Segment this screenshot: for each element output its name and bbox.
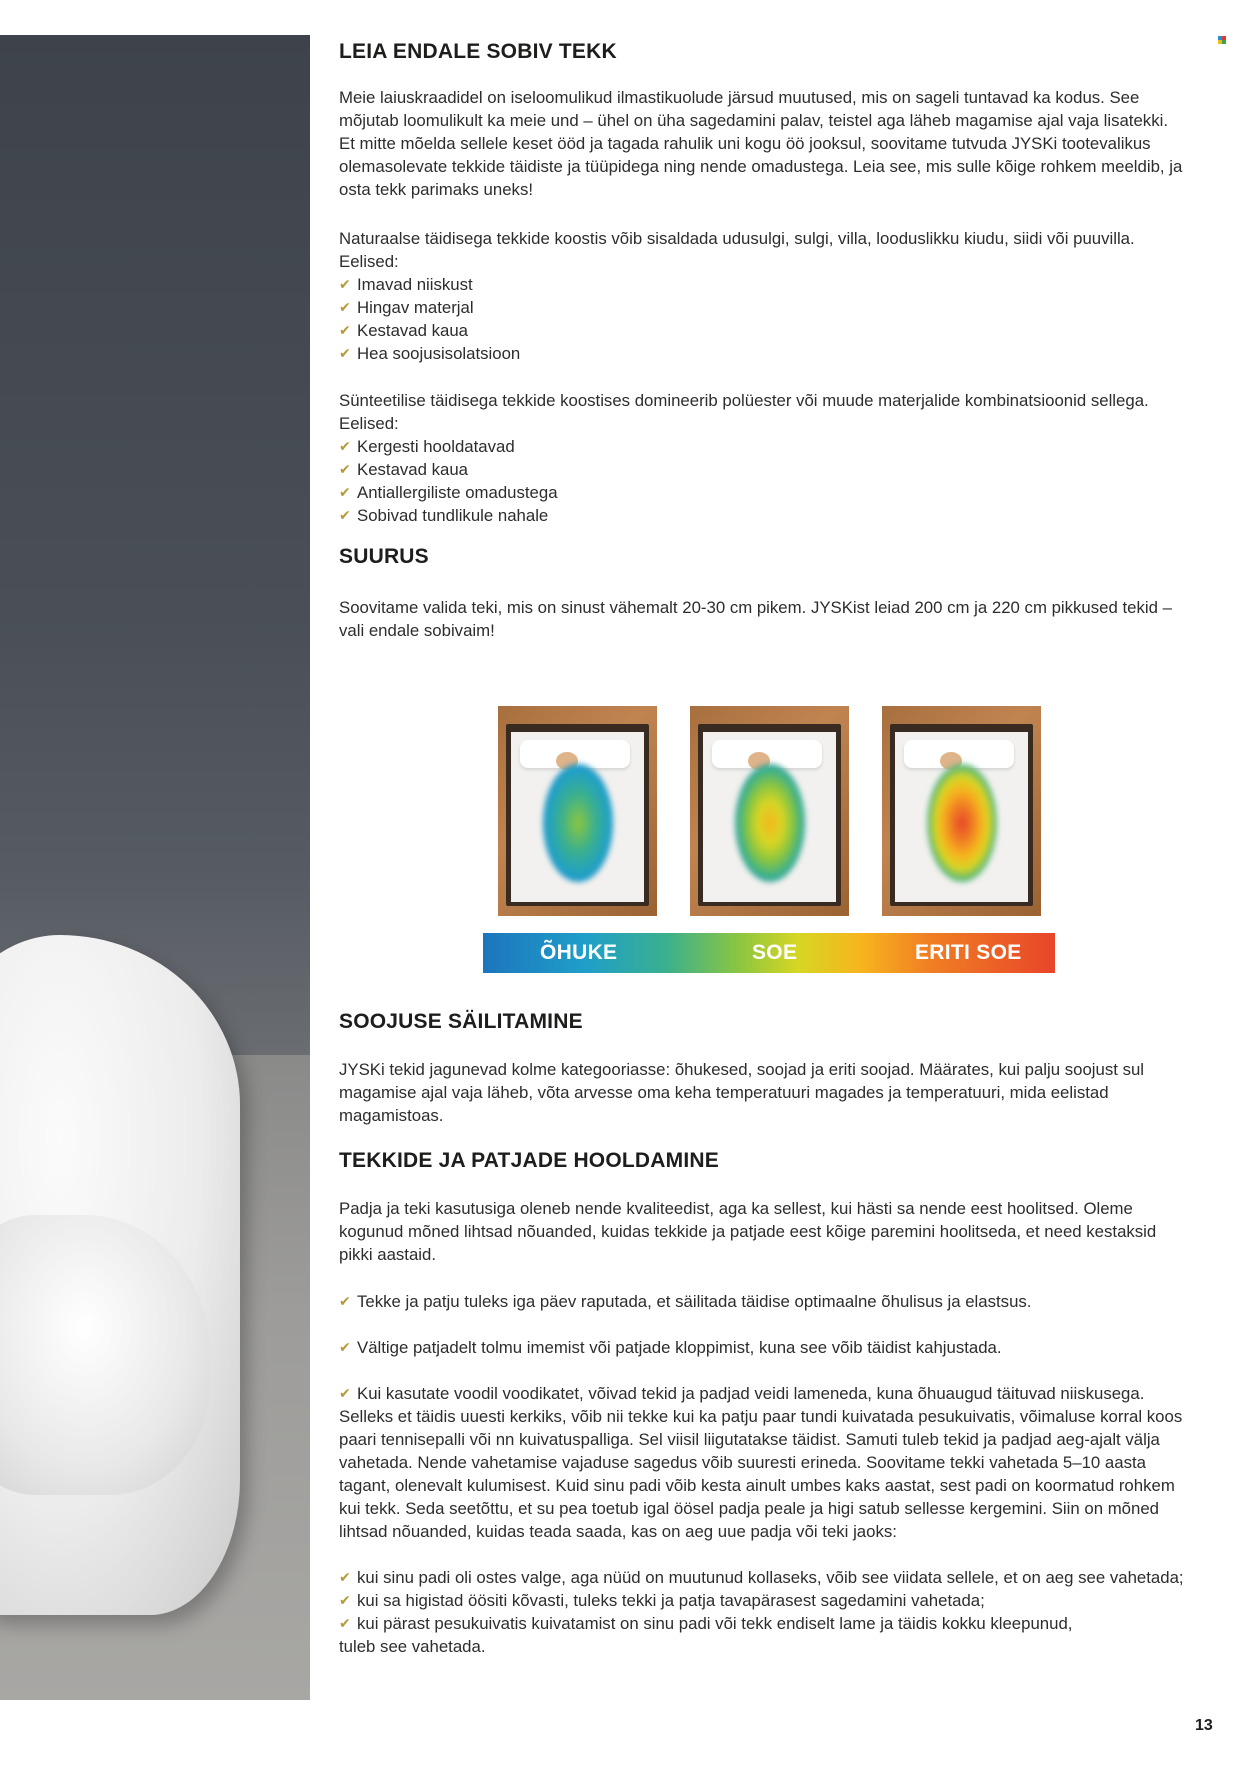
page-number: 13 xyxy=(1195,1717,1213,1734)
natural-intro: Naturaalse täidisega tekkide koostis võib sisaldada udusulgi, sulgi, villa, looduslikku kiudu, siidi või puuvilla. xyxy=(339,229,1135,248)
list-item: ✔ Antiallergiliste omadustega xyxy=(339,483,558,502)
synthetic-paragraph xyxy=(339,389,1199,435)
intro-line: osta tekk parimaks uneks! xyxy=(339,180,534,199)
synthetic-advantages-list xyxy=(339,435,558,527)
check-icon: ✔ xyxy=(339,1615,351,1631)
list-item: ✔ Kergesti hooldatavad xyxy=(339,437,515,456)
check-icon: ✔ xyxy=(339,461,351,477)
natural-advantages-label: Eelised: xyxy=(339,252,399,271)
synthetic-intro: Sünteetilise täidisega tekkide koostises domineerib polüester või muude materjalide kombinatsioonid sellega. xyxy=(339,391,1149,410)
care-intro-paragraph: Padja ja teki kasutusiga oleneb nende kvaliteedist, aga ka sellest, kui hästi sa nende eest hoolitsed. Oleme kogunud mõned lihtsad nõuanded, kuidas tekkide ja patjade eest kõige paremini hoolitseda, et need kestaksid pikki aastaid. xyxy=(339,1199,1157,1264)
warmth-scale-bar xyxy=(483,933,1055,973)
warmth-label-extra-warm: ERITI SOE xyxy=(915,941,1022,964)
list-item: ✔ Sobivad tundlikule nahale xyxy=(339,506,549,525)
replace-signs-list xyxy=(339,1566,1184,1635)
check-icon: ✔ xyxy=(339,276,351,292)
intro-paragraph xyxy=(339,86,1199,201)
check-icon: ✔ xyxy=(339,1592,351,1608)
check-icon: ✔ xyxy=(339,507,351,523)
care-tip-3-continued: Selleks et täidis uuesti kerkiks, võib nii tekke kui ka patju paar tundi kuivatada pesukuivatis, võimaluse korral koos paari tennisepalli või nn kuivatuspalliga. Sel viisil liigutatakse täidist. Samuti tuleb tekid ja padjad aeg-ajalt välja vahetada. Nende vahetamise vajaduse sagedus võib suuresti erineda. Soovitame tekki vahetada 5–10 aasta tagant, olenevalt kulumisest. Kuid sinu padi võib kesta ainult umbes kaks aastat, sest padi on koormatud rohkem kui tekk. Seda seetõttu, et su pea toetub igal öösel padja peale ja higi satub sellesse kergemini. Siin on mõned lihtsad nõuanded, kuidas teada saada, kas on aeg uue padja või teki jaoks: xyxy=(339,1407,1183,1541)
check-icon: ✔ xyxy=(339,484,351,500)
natural-paragraph xyxy=(339,227,1199,273)
bed-image-extra-warm xyxy=(882,706,1041,916)
list-item: ✔ Tekke ja patju tuleks iga päev raputada, et säilitada täidise optimaalne õhulisus ja elastsus. xyxy=(339,1292,1032,1311)
check-icon: ✔ xyxy=(339,345,351,361)
check-icon: ✔ xyxy=(339,1385,351,1401)
check-icon: ✔ xyxy=(339,1339,351,1355)
check-icon: ✔ xyxy=(339,1293,351,1309)
warmth-paragraph: JYSKi tekid jagunevad kolme kategooriasse: õhukesed, soojad ja eriti soojad. Määrates, kui palju soojust sul magamise ajal vaja läheb, võta arvesse oma keha temperatuuri magades ja temperatuuri, mida eelistad magamistoas. xyxy=(339,1060,1145,1125)
warmth-illustrations xyxy=(498,706,1042,916)
intro-line: Et mitte mõelda sellele keset ööd ja tagada rahulik uni kogu öö jooksul, soovitame tutvuda JYSKi tootevalikus xyxy=(339,134,1151,153)
heat-map-warm xyxy=(735,764,805,882)
list-item: ✔ Imavad niiskust xyxy=(339,275,473,294)
bedding-photo xyxy=(0,35,310,1700)
size-paragraph: Soovitame valida teki, mis on sinust vähemalt 20-30 cm pikem. JYSKist leiad 200 cm ja 220 cm pikkused tekid – vali endale sobivaim! xyxy=(339,598,1172,640)
intro-line: mõjutab loomulikult ka meie und – ühel on üha sagedamini palav, teistel aga läheb magamise ajal vaja lisatekki. xyxy=(339,111,1168,130)
care-tip-2 xyxy=(339,1336,1002,1359)
list-item: ✔ Kestavad kaua xyxy=(339,321,469,340)
brand-mark-icon xyxy=(1218,36,1226,44)
section-title-suurus: SUURUS xyxy=(339,545,429,568)
list-item: ✔ kui sa higistad öösiti kõvasti, tuleks tekki ja patja tavapärasest sagedamini vahetada; xyxy=(339,1591,985,1610)
section-title-hooldamine: TEKKIDE JA PATJADE HOOLDAMINE xyxy=(339,1149,719,1172)
list-item: ✔ Hea soojusisolatsioon xyxy=(339,344,521,363)
list-item: ✔ Vältige patjadelt tolmu imemist või patjade kloppimist, kuna see võib täidist kahjustada. xyxy=(339,1338,1002,1357)
check-icon: ✔ xyxy=(339,438,351,454)
heat-map-extra-warm xyxy=(927,764,997,882)
warmth-label-light: ÕHUKE xyxy=(540,941,618,964)
list-item: ✔ Kui kasutate voodil voodikatet, võivad tekid ja padjad veidi lameneda, kuna õhuaugud täituvad niiskusega. xyxy=(339,1384,1145,1403)
heat-map-light xyxy=(543,764,613,882)
bed-image-warm xyxy=(690,706,849,916)
section-title-soojus: SOOJUSE SÄILITAMINE xyxy=(339,1010,583,1033)
list-item: ✔ kui pärast pesukuivatis kuivatamist on sinu padi või tekk endiselt lame ja täidis kokku kleepunud, xyxy=(339,1614,1073,1633)
section-title-leia: LEIA ENDALE SOBIV TEKK xyxy=(339,40,617,63)
list-item: ✔ kui sinu padi oli ostes valge, aga nüüd on muutunud kollaseks, võib see viidata sellele, et on aeg see vahetada; xyxy=(339,1568,1184,1587)
intro-line: olemasolevate tekkide täidiste ja tüüpidega ning nende omadustega. Leia see, mis sulle kõige rohkem meeldib, ja xyxy=(339,157,1183,176)
care-tip-1 xyxy=(339,1290,1031,1313)
list-item: ✔ Hingav materjal xyxy=(339,298,474,317)
natural-advantages-list xyxy=(339,273,520,365)
replace-signs-tail: tuleb see vahetada. xyxy=(339,1637,486,1656)
bed-image-light xyxy=(498,706,657,916)
check-icon: ✔ xyxy=(339,1569,351,1585)
synthetic-advantages-label: Eelised: xyxy=(339,414,399,433)
check-icon: ✔ xyxy=(339,299,351,315)
list-item: ✔ Kestavad kaua xyxy=(339,460,469,479)
care-tip-3 xyxy=(339,1382,1144,1405)
warmth-label-warm: SOE xyxy=(752,941,798,964)
check-icon: ✔ xyxy=(339,322,351,338)
intro-line: Meie laiuskraadidel on iseloomulikud ilmastikuolude järsud muutused, mis on sageli tuntavad ka kodus. See xyxy=(339,88,1140,107)
